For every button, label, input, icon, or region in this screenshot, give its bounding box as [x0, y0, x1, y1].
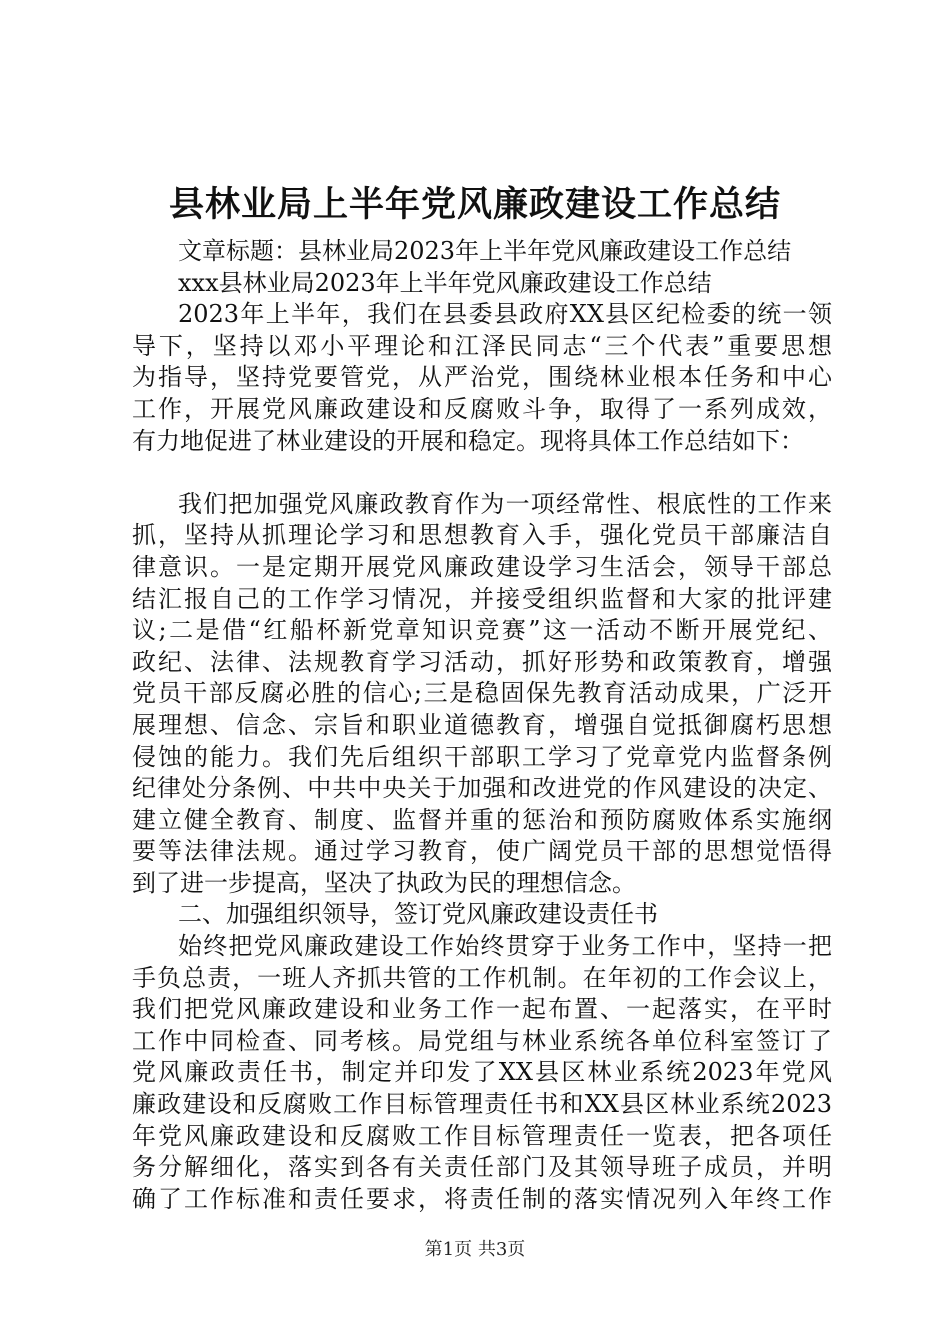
- text-line: 确了工作标准和责任要求，将责任制的落实情况列入年终工作: [132, 1184, 832, 1213]
- text-line: 有力地促进了林业建设的开展和稳定。现将具体工作总结如下：: [132, 426, 804, 455]
- document-body: [132, 236, 832, 1215]
- text-line: 结汇报自己的工作学习情况，并接受组织监督和大家的批评建: [132, 584, 832, 613]
- article-title-line: 文章标题：县林业局2023年上半年党风廉政建设工作总结: [178, 237, 792, 265]
- text-line: 手负总责，一班人齐抓共管的工作机制。在年初的工作会议上，: [132, 963, 832, 992]
- text-line: 年党风廉政建设和反腐败工作目标管理责任一览表，把各项任: [132, 1121, 832, 1150]
- paragraph-gap: [132, 457, 832, 489]
- text-line: 侵蚀的能力。我们先后组织干部职工学习了党章党内监督条例: [132, 742, 832, 771]
- text-line: 政纪、法律、法规教育学习活动，抓好形势和政策教育，增强: [132, 647, 832, 676]
- text-line: 我们把党风廉政建设和业务工作一起布置、一起落实，在平时: [132, 995, 832, 1024]
- text-line: 议;二是借“红船杯新党章知识竞赛”这一活动不断开展党纪、: [132, 616, 832, 645]
- section-heading: 二、加强组织领导，签订党风廉政建设责任书: [178, 900, 658, 929]
- text-line: 始终把党风廉政建设工作始终贯穿于业务工作中，坚持一把: [178, 932, 832, 961]
- text-line: 党风廉政责任书，制定并印发了XX县区林业系统2023年党风: [132, 1058, 832, 1087]
- text-line: 抓，坚持从抓理论学习和思想教育入手，强化党员干部廉洁自: [132, 521, 832, 550]
- text-line: 工作中同检查、同考核。局党组与林业系统各单位科室签订了: [132, 1026, 832, 1055]
- page-number: 第1页 共3页: [424, 1239, 526, 1260]
- text-line: 工作，开展党风廉政建设和反腐败斗争，取得了一系列成效，: [132, 394, 832, 423]
- text-line: 到了进一步提高，坚决了执政为民的理想信念。: [132, 868, 636, 897]
- text-line: 律意识。一是定期开展党风廉政建设学习生活会，领导干部总: [132, 552, 832, 581]
- text-line: 务分解细化，落实到各有关责任部门及其领导班子成员，并明: [132, 1153, 832, 1182]
- text-line: 纪律处分条例、中共中央关于加强和改进党的作风建设的决定、: [132, 774, 832, 803]
- text-line: 展理想、信念、宗旨和职业道德教育，增强自觉抵御腐朽思想: [132, 710, 832, 739]
- document-title: 县林业局上半年党风廉政建设工作总结: [168, 184, 781, 225]
- text-line: 要等法律法规。通过学习教育，使广阔党员干部的思想觉悟得: [132, 837, 832, 866]
- subtitle-line: xxx县林业局2023年上半年党风廉政建设工作总结: [178, 268, 712, 297]
- text-line: 建立健全教育、制度、监督并重的惩治和预防腐败体系实施纲: [132, 805, 832, 834]
- text-line: 党员干部反腐必胜的信心;三是稳固保先教育活动成果，广泛开: [132, 679, 832, 708]
- text-line: 导下，坚持以邓小平理论和江泽民同志“三个代表”重要思想: [132, 331, 832, 360]
- text-line: 我们把加强党风廉政教育作为一项经常性、根底性的工作来: [178, 489, 832, 518]
- text-line: 廉政建设和反腐败工作目标管理责任书和XX县区林业系统2023: [132, 1090, 832, 1119]
- text-line: 2023年上半年，我们在县委县政府XX县区纪检委的统一领: [178, 300, 832, 329]
- text-line: 为指导，坚持党要管党，从严治党，围绕林业根本任务和中心: [132, 363, 832, 392]
